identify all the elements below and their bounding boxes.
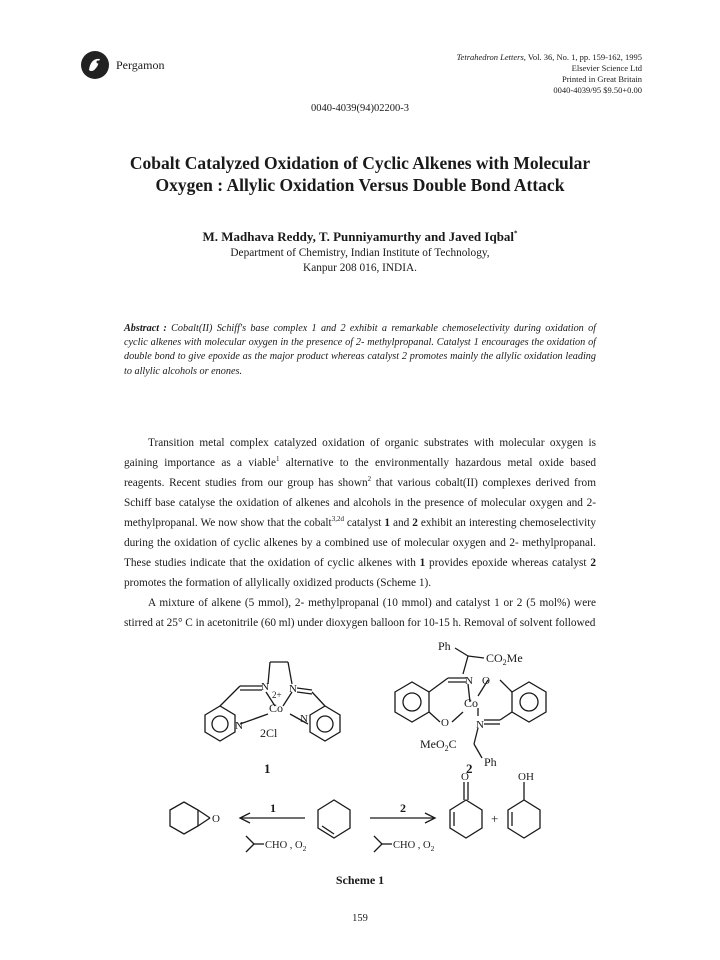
- p1-text-h: promotes the formation of allylically oxidized products (Scheme 1).: [124, 577, 432, 589]
- phenyl-label-top: Ph: [438, 640, 451, 653]
- p1-text-c: that various cobalt(II) complexes derived from Schiff base catalyse the oxidation of alkenes and alcohols in the presence of molecular oxygen and 2- methylpropanal. We now show that the cobalt: [124, 477, 596, 529]
- cobalt-label-1: Co: [269, 701, 284, 715]
- publisher-line: Elsevier Science Ltd: [571, 63, 642, 73]
- p1-text-b: alternative to the environmentally hazardous metal oxide based reagents. Recent studies from our group has shown: [124, 457, 596, 489]
- o-label-1: O: [482, 675, 490, 687]
- ref-2: 2: [367, 475, 372, 484]
- abstract-label: Abstract :: [124, 323, 167, 334]
- ester-label-end: Me: [506, 651, 523, 665]
- abstract-text: Cobalt(II) Schiff's base complex 1 and 2 exhibit a remarkable chemoselectivity during oxidation of cyclic alkenes with molecular oxygen in the presence of 2- methylpropanal. Catalyst 1 encourages the oxidation of double bond to give epoxide as the major product whereas catalyst 2 promotes mainly the allylic oxidation leading to allylic alcohols or enones.: [124, 323, 596, 377]
- abstract: [124, 322, 596, 379]
- paragraph-2: A mixture of alkene (5 mmol), 2- methylpropanal (10 mmol) and catalyst 1 or 2 (5 mol%) were stirred at 25° C in acetonitrile (60 ml) under dioxygen balloon for 10-15 h. Removal of solvent followed: [124, 597, 596, 629]
- charge-label: 2+: [272, 690, 282, 700]
- plus-sign: +: [491, 811, 499, 826]
- publisher-name: Pergamon: [116, 58, 165, 72]
- n-label-4: N: [300, 713, 308, 725]
- ester-label-a: CO: [486, 651, 503, 665]
- methyl-ester-sub: 2: [444, 744, 449, 753]
- compound-ref-2b: 2: [590, 557, 596, 569]
- epoxide-o-label: O: [212, 813, 220, 825]
- affiliation: [0, 246, 720, 276]
- arrow-catalyst-2: 2: [400, 801, 406, 815]
- authors: [0, 229, 720, 245]
- affiliation-line-2: Kanpur 208 016, INDIA.: [303, 262, 417, 274]
- p1-text-e: and: [390, 517, 413, 529]
- reagent-left-text: CHO , O: [265, 840, 303, 851]
- compound-ref-1b: 1: [419, 557, 426, 569]
- ester-label: [486, 651, 523, 667]
- reagent-left: [265, 840, 307, 853]
- scheme-caption: Scheme 1: [335, 873, 385, 887]
- scheme-1-figure: [0, 640, 720, 900]
- compound-ref-2: 2: [412, 517, 418, 529]
- compound-ref-1: 1: [384, 517, 391, 529]
- phenyl-label-bottom: Ph: [484, 755, 497, 769]
- reagent-right-sub: 2: [430, 844, 435, 853]
- reagent-right: [393, 840, 435, 853]
- p1-text-g: provides epoxide whereas catalyst: [425, 557, 591, 569]
- corresponding-mark: *: [514, 229, 518, 238]
- n-label-1: N: [261, 681, 269, 693]
- arrow-catalyst-1: 1: [270, 801, 276, 815]
- pergamon-logo: [80, 50, 110, 80]
- ketone-o-label: O: [461, 771, 469, 783]
- p1-text-a: Transition metal complex catalyzed oxidation of organic substrates with molecular oxygen is gaining importance as a viable: [124, 437, 596, 469]
- page-number: 159: [352, 913, 368, 924]
- paragraph-1: [124, 433, 596, 593]
- body-text: [124, 433, 596, 633]
- methyl-ester-b: C: [448, 737, 457, 751]
- doi: 0040-4039(94)02200-3: [311, 103, 409, 114]
- title-line-2: Oxygen : Allylic Oxidation Versus Double Bond Attack: [155, 175, 565, 195]
- counterion-label: 2Cl: [260, 726, 278, 740]
- title-line-1: Cobalt Catalyzed Oxidation of Cyclic Alkenes with Molecular: [129, 153, 591, 173]
- compound-label-2: 2: [466, 761, 473, 776]
- author-names: M. Madhava Reddy, T. Punniyamurthy and Javed Iqbal: [202, 229, 515, 244]
- o-label-2: O: [441, 717, 449, 729]
- n-label-3: N: [235, 720, 243, 732]
- volume-line: , Vol. 36, No. 1, pp. 159-162, 1995: [523, 52, 642, 62]
- reagent-left-sub: 2: [302, 844, 307, 853]
- n-label-5: N: [465, 675, 473, 687]
- journal-name: Tetrahedron Letters: [456, 52, 524, 62]
- paper-title: [90, 152, 630, 196]
- journal-reference: [457, 52, 642, 96]
- methyl-ester-a: MeO: [420, 737, 445, 751]
- compound-label-1: 1: [264, 761, 271, 776]
- ref-1: 1: [275, 455, 280, 464]
- n-label-6: N: [476, 719, 484, 731]
- methyl-ester-label: [420, 737, 457, 753]
- n-label-2: N: [289, 683, 297, 695]
- hydroxyl-label: OH: [518, 771, 534, 783]
- printed-line: Printed in Great Britain: [561, 74, 642, 84]
- cobalt-label-2: Co: [464, 696, 479, 710]
- reagent-right-text: CHO , O: [393, 840, 431, 851]
- ref-3: 3,2d: [331, 515, 344, 524]
- reaction-scheme: [170, 782, 540, 852]
- issn-line: 0040-4039/95 $9.50+0.00: [553, 85, 642, 95]
- p1-text-d: catalyst: [343, 517, 385, 529]
- p1-text-f: exhibit an interesting chemoselectivity during the oxidation of cyclic alkenes by a combined use of molecular oxygen and 2- methylpropanal. These studies indicate that the oxidation of cyclic alkenes with: [124, 517, 596, 569]
- ester-label-sub: 2: [502, 658, 507, 667]
- affiliation-line-1: Department of Chemistry, Indian Institute of Technology,: [230, 247, 490, 259]
